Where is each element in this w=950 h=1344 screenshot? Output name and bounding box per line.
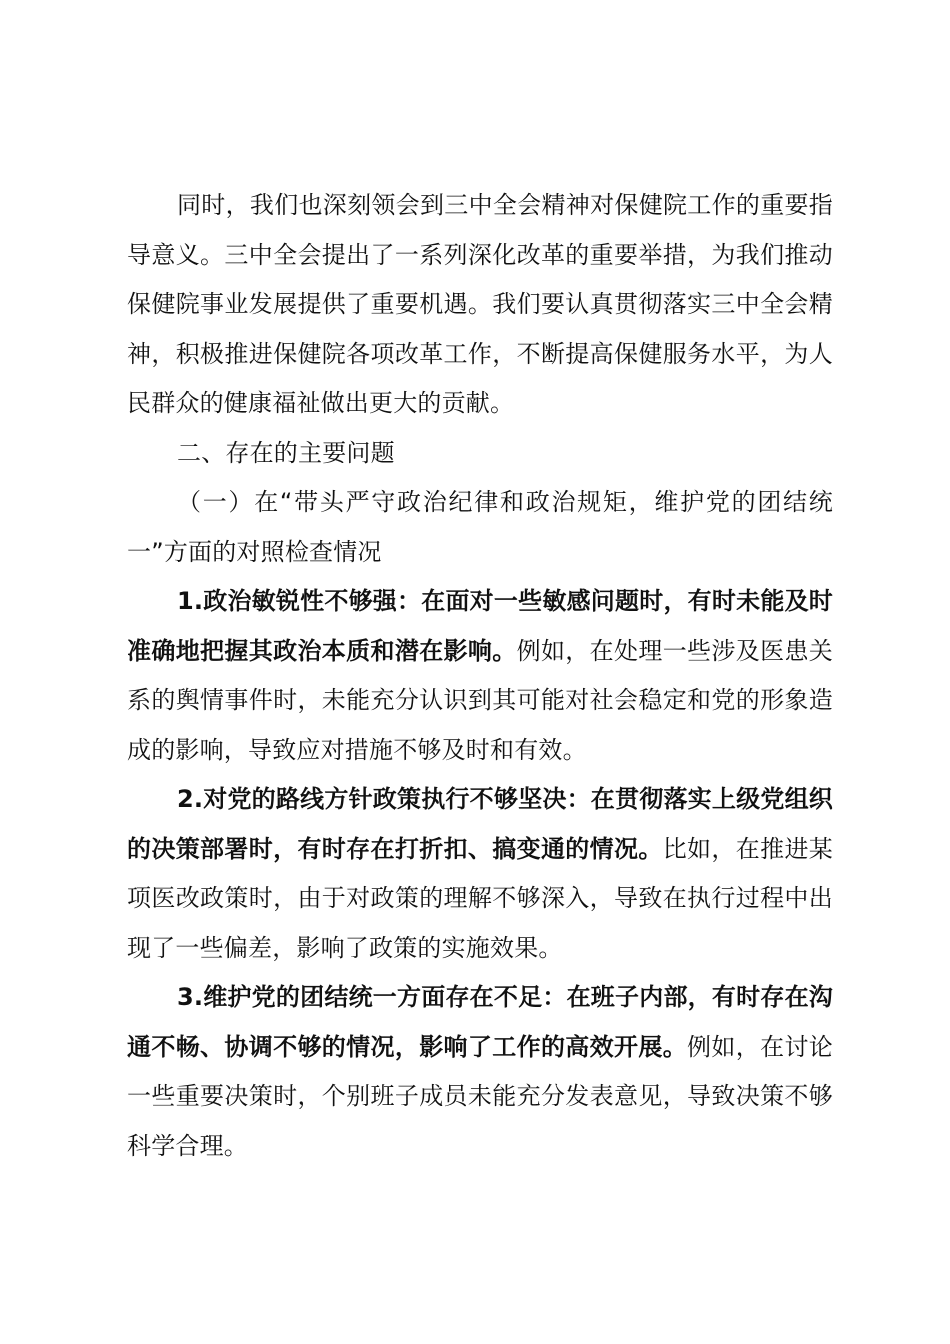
paragraph-text: 同时，我们也深刻领会到三中全会精神对保健院工作的重要指导意义。三中全会提出了一系列深化改革的重要举措，为我们推动保健院事业发展提供了重要机遇。我们要认真贯彻落实三中全会精神，积极推进保健院各项改革工作，不断提高保健服务水平，为人民群众的健康福祉做出更大的贡献。: [127, 191, 833, 417]
problem-item-3: [127, 973, 833, 1171]
problem-item-2: [127, 775, 833, 973]
heading-text: 二、存在的主要问题: [177, 438, 395, 467]
subsection-heading-political-discipline: [127, 478, 833, 577]
problem-item-text: 例如，在处理一些涉及医患关系的舆情事件时，未能充分认识到其可能对社会稳定和党的形象造成的影响，导致应对措施不够及时和有效。: [127, 636, 833, 764]
problem-item-text: 例如，在讨论一些重要决策时，个别班子成员未能充分发表意见，导致决策不够科学合理。: [127, 1032, 833, 1160]
problem-item-lead: 1.政治敏锐性不够强：在面对一些敏感问题时，有时未能及时准确地把握其政治本质和潜在影响。: [127, 587, 833, 665]
problem-item-lead: 2.对党的路线方针政策执行不够坚决：在贯彻落实上级党组织的决策部署时，有时存在打折扣、搞变通的情况。: [127, 785, 833, 863]
section-heading-main-problems: [127, 429, 833, 479]
heading-text: （一）在“带头严守政治纪律和政治规矩，维护党的团结统一”方面的对照检查情况: [127, 488, 833, 566]
document-body: [127, 181, 833, 1171]
problem-item-text: 比如，在推进某项医改政策时，由于对政策的理解不够深入，导致在执行过程中出现了一些偏差，影响了政策的实施效果。: [127, 834, 833, 962]
paragraph-third-plenum-significance: [127, 181, 833, 429]
problem-item-1: [127, 577, 833, 775]
problem-item-lead: 3.维护党的团结统一方面存在不足：在班子内部，有时存在沟通不畅、协调不够的情况，影响了工作的高效开展。: [127, 983, 833, 1061]
